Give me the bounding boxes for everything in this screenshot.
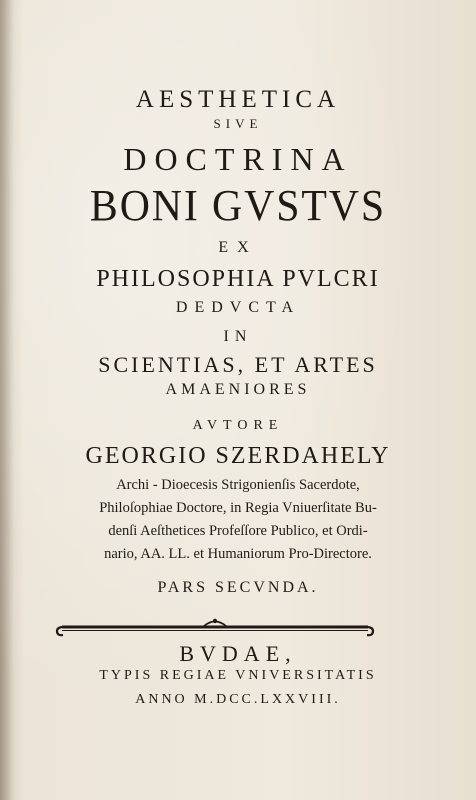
imprint-printer: TYPIS REGIAE VNIVERSITATIS (99, 668, 377, 683)
imprint-place: BVDAE, (179, 641, 297, 666)
title-scientias-et-artes: SCIENTIAS, ET ARTES (98, 352, 378, 377)
part-label: PARS SECVNDA. (157, 579, 319, 596)
ornamental-rule (54, 616, 376, 638)
title-in: IN (223, 328, 253, 345)
author-name: GEORGIO SZERDAHELY (85, 443, 391, 469)
imprint-year: ANNO M.DCC.LXXVIII. (135, 692, 341, 707)
title-doctrina: DOCTRINA (123, 141, 353, 177)
title-ex: EX (218, 239, 258, 256)
auctor-label: AVTORE (192, 418, 284, 433)
title-deducta: DEDVCTA (175, 299, 301, 316)
author-description-line-3: denſi Aeſthetices Profeſſore Publico, et Ordi- (108, 523, 368, 539)
title-boni-gustus: BONI GVSTVS (89, 181, 387, 230)
author-description-line-2: Philoſophiae Doctore, in Regia Vniuerſitate Bu- (99, 500, 377, 516)
title-amaeniores: AMAENIORES (165, 381, 311, 398)
title-aesthetica: AESTHETICA (135, 86, 341, 113)
author-description-line-4: nario, AA. LL. et Humaniorum Pro-Directore. (104, 546, 372, 562)
author-description-line-1: Archi - Dioecesis Strigonienſis Sacerdote, (116, 477, 360, 493)
title-philosophia-pulcri: PHILOSOPHIA PVLCRI (96, 266, 380, 292)
title-sive: SIVE (213, 116, 263, 131)
